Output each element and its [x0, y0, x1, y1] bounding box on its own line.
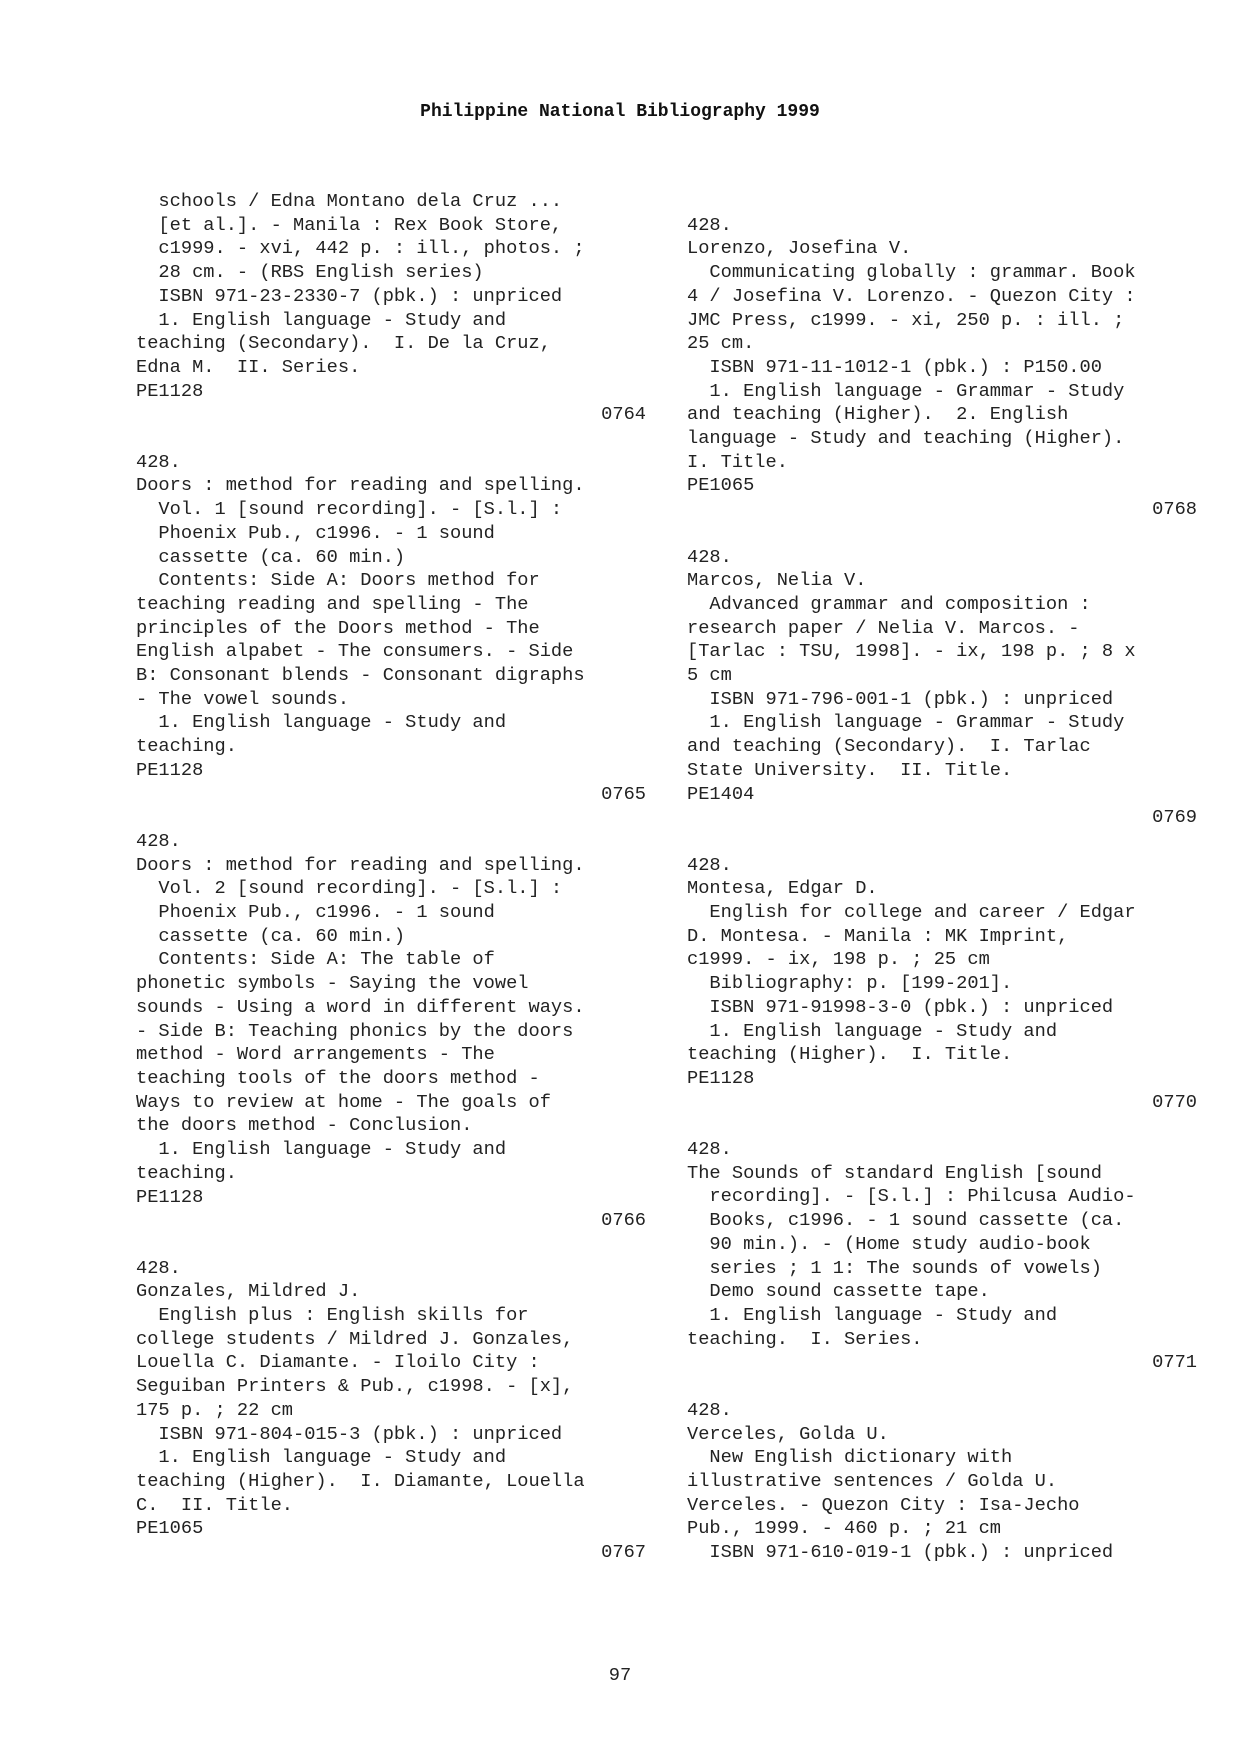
entry-number: 0764 — [601, 403, 646, 426]
entry-line: Verceles, Golda U. — [687, 1422, 889, 1445]
entry-line: Edna M. II. Series. — [136, 355, 361, 378]
entry-number: 0771 — [1152, 1351, 1197, 1374]
entry-line: - The vowel sounds. — [136, 687, 350, 710]
entry-line: State University. II. Title. — [687, 758, 1013, 781]
entry-line: PE1065 — [687, 474, 755, 497]
entry-line: recording]. - [S.l.] : Philcusa Audio- — [687, 1185, 1136, 1208]
entry-line: Louella C. Diamante. - Iloilo City : — [136, 1351, 540, 1374]
entry-line: 1. English language - Study and — [136, 1138, 507, 1161]
entry-line: Advanced grammar and composition : — [687, 592, 1091, 615]
entry-line: Phoenix Pub., c1996. - 1 sound — [136, 901, 495, 924]
entry-line: teaching. — [136, 1161, 237, 1184]
entry-line: Doors : method for reading and spelling. — [136, 853, 585, 876]
entry-line: Contents: Side A: Doors method for — [136, 569, 540, 592]
entry-line: Montesa, Edgar D. — [687, 877, 878, 900]
page-title: Philippine National Bibliography 1999 — [420, 102, 820, 122]
entry-line: New English dictionary with — [687, 1446, 1013, 1469]
entry-line: Verceles. - Quezon City : Isa-Jecho — [687, 1493, 1080, 1516]
entry-line: teaching reading and spelling - The — [136, 592, 529, 615]
entry-line: English for college and career / Edgar — [687, 901, 1136, 924]
entry-line: 90 min.). - (Home study audio-book — [687, 1232, 1091, 1255]
entry-line: Demo sound cassette tape. — [687, 1280, 990, 1303]
entry-line: 428. — [687, 853, 732, 876]
entry-line: language - Study and teaching (Higher). — [687, 427, 1125, 450]
entry-line: Phoenix Pub., c1996. - 1 sound — [136, 521, 495, 544]
entry-line: teaching tools of the doors method - — [136, 1066, 540, 1089]
entry-line: teaching. — [136, 735, 237, 758]
entry-line: Pub., 1999. - 460 p. ; 21 cm — [687, 1517, 1002, 1540]
entry-line: 5 cm — [687, 664, 732, 687]
entry-line: c1999. - ix, 198 p. ; 25 cm — [687, 948, 990, 971]
entry-line: PE1128 — [687, 1066, 755, 1089]
right-column — [687, 190, 1197, 1588]
entry-line: teaching (Higher). I. Diamante, Louella — [136, 1469, 585, 1492]
entry-line: 428. — [687, 1398, 732, 1421]
entry-line: 428. — [136, 1256, 181, 1279]
bibliography-entry — [136, 1257, 646, 1565]
entry-line: method - Word arrangements - The — [136, 1043, 495, 1066]
entry-line: B: Consonant blends - Consonant digraphs — [136, 664, 585, 687]
entry-number: 0770 — [1152, 1090, 1197, 1113]
entry-line: Communicating globally : grammar. Book — [687, 261, 1136, 284]
entry-line: English plus : English skills for — [136, 1304, 529, 1326]
entry-line: PE1128 — [136, 758, 204, 781]
entry-line: schools / Edna Montano dela Cruz ... — [136, 190, 563, 212]
entry-line: I. Title. — [687, 450, 788, 473]
entry-line: Ways to review at home - The goals of — [136, 1090, 551, 1113]
entry-line: 175 p. ; 22 cm — [136, 1398, 294, 1421]
entry-line: D. Montesa. - Manila : MK Imprint, — [687, 924, 1069, 947]
entry-line: Books, c1996. - 1 sound cassette (ca. — [687, 1209, 1125, 1232]
bibliography-entry — [136, 451, 646, 807]
entry-line: PE1404 — [687, 782, 755, 805]
entry-line: [Tarlac : TSU, 1998]. - ix, 198 p. ; 8 x — [687, 640, 1136, 663]
entry-line: 1. English language - Study and — [136, 1446, 507, 1469]
bibliography-entry — [687, 1399, 1197, 1565]
entry-line: The Sounds of standard English [sound — [687, 1161, 1102, 1184]
entry-line: English alpabet - The consumers. - Side — [136, 640, 574, 663]
bibliography-entry — [687, 546, 1197, 830]
entry-line: phonetic symbols - Saying the vowel — [136, 972, 529, 995]
entry-line: 428. — [687, 1138, 732, 1161]
entry-line: and teaching (Higher). 2. English — [687, 403, 1069, 426]
entry-line: 1. English language - Grammar - Study — [687, 379, 1125, 402]
entry-line: teaching (Secondary). I. De la Cruz, — [136, 332, 551, 355]
entry-line: [et al.]. - Manila : Rex Book Store, — [136, 213, 563, 236]
entry-line: the doors method - Conclusion. — [136, 1114, 473, 1137]
entry-line: illustrative sentences / Golda U. — [687, 1469, 1058, 1492]
entry-line: research paper / Nelia V. Marcos. - — [687, 616, 1080, 639]
bibliography-entry — [687, 190, 1197, 522]
bibliography-entry — [687, 854, 1197, 1115]
entry-line: 428. — [687, 545, 732, 568]
entry-line: 1. English language - Study and — [687, 1019, 1058, 1042]
entry-line: principles of the Doors method - The — [136, 616, 540, 639]
entry-line: 1. English language - Study and — [136, 308, 507, 331]
entry-line: 1. English language - Study and — [687, 1304, 1058, 1326]
entry-line: ISBN 971-610-019-1 (pbk.) : unpriced — [687, 1541, 1114, 1564]
entry-line: 428. — [136, 450, 181, 473]
entry-number: 0769 — [1152, 806, 1197, 829]
entry-number: 0767 — [601, 1541, 646, 1564]
bibliography-entry — [136, 190, 646, 427]
bibliography-entry — [136, 830, 646, 1233]
entry-line — [687, 190, 1197, 214]
entry-line: ISBN 971-91998-3-0 (pbk.) : unpriced — [687, 995, 1114, 1018]
entry-line: Contents: Side A: The table of — [136, 948, 495, 971]
page-number: 97 — [608, 1664, 632, 1686]
entry-line: 1. English language - Study and — [136, 711, 507, 734]
entry-line: - Side B: Teaching phonics by the doors — [136, 1019, 574, 1042]
entry-line: and teaching (Secondary). I. Tarlac — [687, 735, 1091, 758]
entry-line: Marcos, Nelia V. — [687, 569, 867, 592]
entry-line: Lorenzo, Josefina V. — [687, 237, 912, 260]
bibliography-entry — [687, 1138, 1197, 1375]
entry-line: PE1128 — [136, 379, 204, 402]
entry-line: teaching. I. Series. — [687, 1327, 923, 1350]
entry-line: series ; 1 1: The sounds of vowels) — [687, 1256, 1102, 1279]
entry-line: 28 cm. - (RBS English series) — [136, 261, 484, 284]
entry-line: PE1128 — [136, 1185, 204, 1208]
entry-line: Vol. 1 [sound recording]. - [S.l.] : — [136, 498, 563, 521]
entry-line: Gonzales, Mildred J. — [136, 1280, 361, 1303]
entry-line: Doors : method for reading and spelling. — [136, 474, 585, 497]
entry-line: ISBN 971-11-1012-1 (pbk.) : P150.00 — [687, 355, 1102, 378]
entry-line: teaching (Higher). I. Title. — [687, 1043, 1013, 1066]
entry-line: PE1065 — [136, 1517, 204, 1540]
entry-line: ISBN 971-23-2330-7 (pbk.) : unpriced — [136, 284, 563, 307]
left-column — [136, 190, 646, 1588]
entry-line: 428. — [687, 213, 732, 236]
entry-line: sounds - Using a word in different ways. — [136, 995, 585, 1018]
entry-line: C. II. Title. — [136, 1493, 294, 1516]
entry-number: 0765 — [601, 782, 646, 805]
entry-number: 0766 — [601, 1209, 646, 1232]
entry-line: Seguiban Printers & Pub., c1998. - [x], — [136, 1375, 574, 1398]
entry-line: Bibliography: p. [199-201]. — [687, 972, 1013, 995]
entry-line: Vol. 2 [sound recording]. - [S.l.] : — [136, 877, 563, 900]
entry-line: 25 cm. — [687, 332, 755, 355]
entry-line: cassette (ca. 60 min.) — [136, 924, 406, 947]
entry-line: JMC Press, c1999. - xi, 250 p. : ill. ; — [687, 308, 1125, 331]
entry-line: 428. — [136, 829, 181, 852]
entry-number: 0768 — [1152, 498, 1197, 521]
entry-line: cassette (ca. 60 min.) — [136, 545, 406, 568]
entry-line: 4 / Josefina V. Lorenzo. - Quezon City : — [687, 284, 1136, 307]
entry-line: c1999. - xvi, 442 p. : ill., photos. ; — [136, 237, 585, 260]
entry-line: 1. English language - Grammar - Study — [687, 711, 1125, 734]
entry-line: college students / Mildred J. Gonzales, — [136, 1327, 574, 1350]
entry-line: ISBN 971-796-001-1 (pbk.) : unpriced — [687, 687, 1114, 710]
entry-line: ISBN 971-804-015-3 (pbk.) : unpriced — [136, 1422, 563, 1445]
